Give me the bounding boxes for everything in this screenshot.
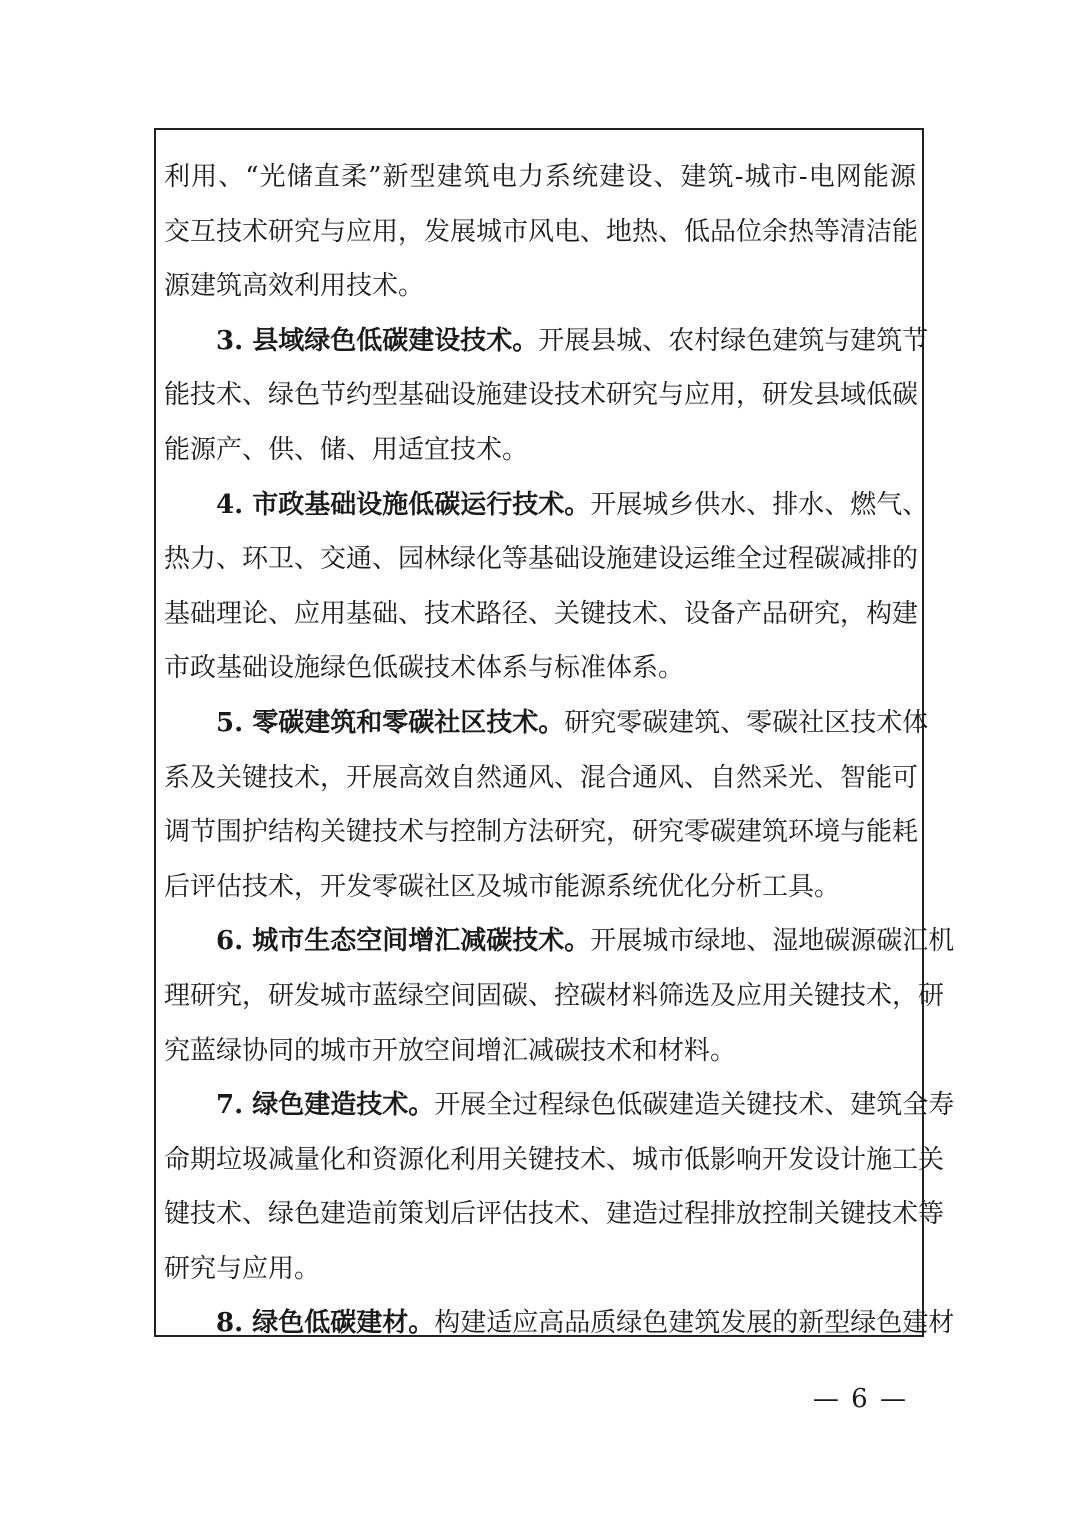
text-line	[164, 587, 919, 642]
body-text: 开展全过程绿色低碳建造关键技术、建筑全寿	[434, 1090, 955, 1121]
text-line	[164, 805, 919, 860]
body-text: 理研究，研发城市蓝绿空间固碳、控碳材料筛选及应用关键技术，研	[164, 980, 945, 1011]
text-line	[164, 1078, 955, 1133]
text-line	[164, 314, 929, 369]
text-line	[164, 1242, 916, 1297]
body-text: 利用、“光储直柔”新型建筑电力系统建设、建筑-城市-电网能源	[164, 162, 916, 192]
body-text: 交互技术研究与应用，发展城市风电、地热、低品位余热等清洁能	[164, 216, 919, 247]
text-line	[164, 1296, 955, 1351]
text-line	[164, 969, 945, 1024]
section-heading: 6. 城市生态空间增汇减碳技术。	[216, 926, 591, 957]
body-text: 开展城市绿地、湿地碳源碳汇机	[590, 926, 955, 957]
body-text: 能源产、供、储、用适宜技术。	[164, 434, 529, 465]
text-line	[164, 1024, 916, 1079]
body-text: 开展城乡供水、排水、燃气、	[590, 489, 929, 520]
body-text: 键技术、绿色建造前策划后评估技术、建造过程排放控制关键技术等	[164, 1199, 945, 1230]
text-line	[164, 914, 955, 969]
body-text: 源建筑高效利用技术。	[164, 271, 425, 302]
text-line	[164, 205, 919, 260]
text-line	[164, 641, 916, 696]
text-line	[164, 1133, 945, 1188]
body-text: 后评估技术，开发零碳社区及城市能源系统优化分析工具。	[164, 871, 841, 902]
body-text: 市政基础设施绿色低碳技术体系与标准体系。	[164, 653, 685, 684]
body-text: 研究零碳建筑、零碳社区技术体	[564, 707, 929, 738]
document-frame	[154, 128, 955, 1339]
text-line	[164, 860, 916, 915]
body-text: 构建适应高品质绿色建筑发展的新型绿色建材	[434, 1308, 955, 1339]
document-body	[164, 150, 955, 1351]
text-line	[164, 751, 919, 806]
section-heading: 5. 零碳建筑和零碳社区技术。	[216, 707, 565, 738]
body-text: 系及关键技术，开展高效自然通风、混合通风、自然采光、智能可	[164, 762, 919, 793]
text-line	[164, 478, 929, 533]
body-text: 调节围护结构关键技术与控制方法研究，研究零碳建筑环境与能耗	[164, 817, 919, 848]
body-text: 基础理论、应用基础、技术路径、关键技术、设备产品研究，构建	[164, 598, 919, 629]
text-line	[164, 368, 919, 423]
section-heading: 3. 县域绿色低碳建设技术。	[216, 325, 539, 356]
body-text: 热力、环卫、交通、园林绿化等基础设施建设运维全过程碳减排的	[164, 544, 919, 575]
body-text: 开展县城、农村绿色建筑与建筑节	[538, 325, 929, 356]
body-text: 研究与应用。	[164, 1253, 321, 1284]
text-line	[164, 150, 916, 205]
text-line	[164, 423, 916, 478]
section-heading: 4. 市政基础设施低碳运行技术。	[216, 489, 591, 520]
body-text: 能技术、绿色节约型基础设施建设技术研究与应用，研发县域低碳	[164, 380, 919, 411]
body-text: 究蓝绿协同的城市开放空间增汇减碳技术和材料。	[164, 1035, 737, 1066]
text-line	[164, 532, 919, 587]
body-text: 命期垃圾减量化和资源化利用关键技术、城市低影响开发设计施工关	[164, 1144, 945, 1175]
section-heading: 8. 绿色低碳建材。	[216, 1308, 435, 1339]
text-line	[164, 1187, 945, 1242]
text-line	[164, 696, 929, 751]
section-heading: 7. 绿色建造技术。	[216, 1090, 435, 1121]
page-number: — 6 —	[812, 1384, 908, 1414]
text-line	[164, 259, 916, 314]
